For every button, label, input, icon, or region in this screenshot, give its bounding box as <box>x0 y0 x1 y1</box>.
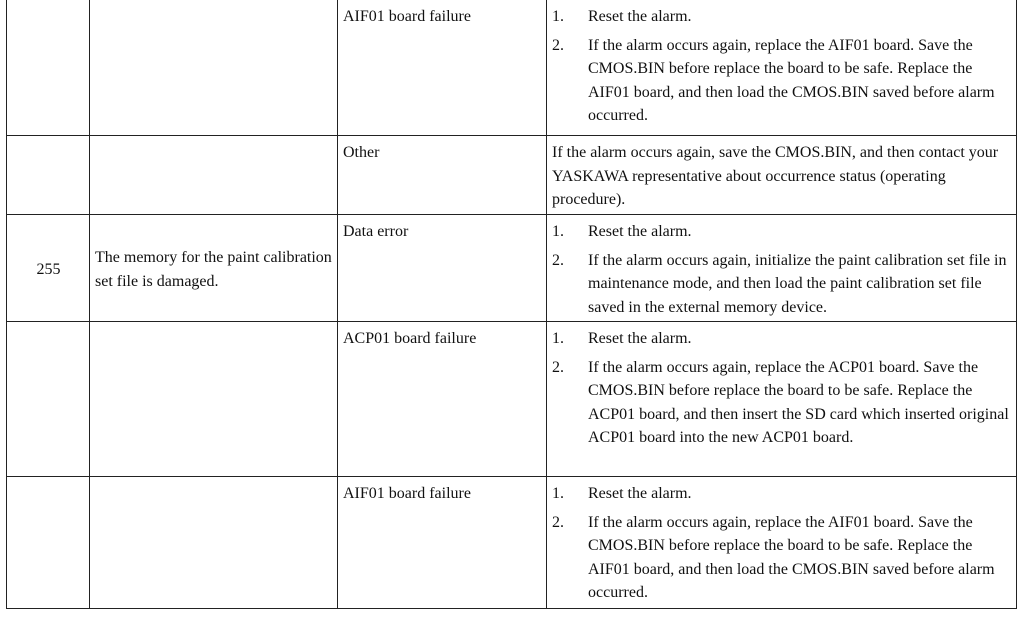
step-number: 1. <box>552 485 564 502</box>
step-number: 2. <box>552 251 564 269</box>
step-text: Reset the alarm. <box>588 330 692 347</box>
alarm-cause-cell: AIF01 board failure <box>338 0 547 136</box>
remedy-step <box>552 482 1012 506</box>
alarm-code-cell <box>7 322 90 477</box>
alarm-meaning-cell <box>90 322 338 477</box>
step-number: 1. <box>552 223 564 240</box>
alarm-remedy-cell <box>547 215 1017 322</box>
alarm-code-cell <box>7 136 90 215</box>
alarm-cause-cell: Other <box>338 136 547 215</box>
step-text: If the alarm occurs again, initialize the paint calibration set file in maintenance mode, and then load the paint calibration set file saved in the external memory device. <box>588 251 1007 316</box>
alarm-cause-cell: ACP01 board failure <box>338 322 547 477</box>
remedy-text: If the alarm occurs again, save the CMOS.BIN, and then contact your YASKAWA representative about occurrence status (operating procedure). <box>552 144 999 208</box>
step-text: If the alarm occurs again, replace the ACP01 board. Save the CMOS.BIN before replace the board to be safe. Replace the ACP01 board, and then insert the SD card which inserted original ACP01 board into the new ACP01 board. <box>588 358 1009 446</box>
alarm-remedy-cell <box>547 477 1017 609</box>
alarm-remedy-cell <box>547 136 1017 215</box>
alarm-remedy-cell <box>547 322 1017 477</box>
step-text: Reset the alarm. <box>588 485 692 502</box>
step-number: 2. <box>552 36 564 54</box>
step-text: Reset the alarm. <box>588 8 692 25</box>
table-row <box>7 322 1017 477</box>
step-text: If the alarm occurs again, replace the AIF01 board. Save the CMOS.BIN before replace the board to be safe. Replace the AIF01 board, and then load the CMOS.BIN saved before alarm occurred. <box>588 513 995 601</box>
table-row <box>7 215 1017 322</box>
alarm-code-cell: 255 <box>7 215 90 322</box>
alarm-code-cell <box>7 477 90 609</box>
step-number: 1. <box>552 330 564 347</box>
step-number: 2. <box>552 358 564 376</box>
alarm-meaning-cell <box>90 0 338 136</box>
step-text: If the alarm occurs again, replace the AIF01 board. Save the CMOS.BIN before replace the board to be safe. Replace the AIF01 board, and then load the CMOS.BIN saved before alarm occurred. <box>588 36 995 124</box>
remedy-step <box>552 356 1012 450</box>
alarm-meaning-cell <box>90 136 338 215</box>
alarm-meaning-cell: The memory for the paint calibration set file is damaged. <box>90 215 338 322</box>
remedy-step <box>552 34 1012 128</box>
alarm-cause-cell: AIF01 board failure <box>338 477 547 609</box>
remedy-step <box>552 220 1012 244</box>
table-row <box>7 0 1017 136</box>
remedy-step <box>552 511 1012 605</box>
table-row <box>7 136 1017 215</box>
alarm-cause-cell: Data error <box>338 215 547 322</box>
table-row <box>7 477 1017 609</box>
alarm-table <box>6 0 1017 609</box>
step-number: 2. <box>552 513 564 531</box>
remedy-step <box>552 327 1012 351</box>
remedy-step <box>552 249 1012 320</box>
step-text: Reset the alarm. <box>588 223 692 240</box>
remedy-step <box>552 5 1012 29</box>
alarm-code-cell <box>7 0 90 136</box>
alarm-meaning-cell <box>90 477 338 609</box>
alarm-remedy-cell <box>547 0 1017 136</box>
step-number: 1. <box>552 8 564 25</box>
